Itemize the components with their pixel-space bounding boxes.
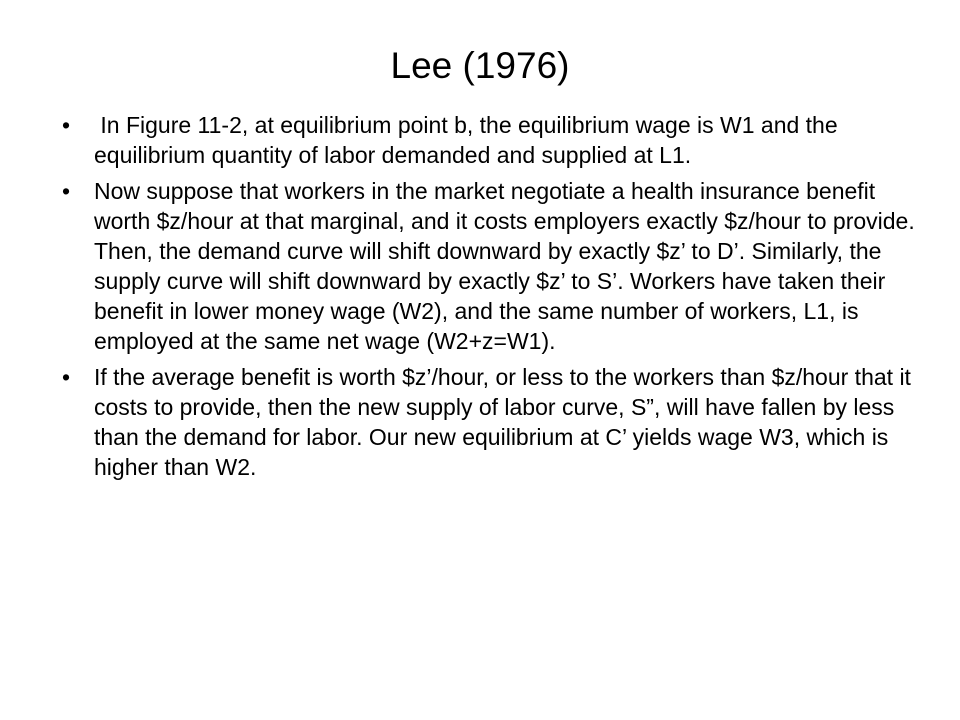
slide-title: Lee (1976) [390, 45, 570, 86]
bullet-item-2 [62, 176, 922, 356]
bullet-marker: • [62, 112, 71, 138]
bullet-marker: • [62, 178, 71, 204]
bullet-text-2: Now suppose that workers in the market negotiate a health insurance benefit worth $z/hour at that marginal, and it costs employers exactly $z/hour to provide. Then, the demand curve will shift downward by exactly $z’ to D’. Similarly, the supply curve will shift downward by exactly $z’ to S’. Workers have taken their benefit in lower money wage (W2), and the same number of workers, L1, is employed at the same net wage (W2+z=W1). [94, 178, 915, 354]
bullet-marker: • [62, 364, 71, 390]
bullet-text-3: If the average benefit is worth $z’/hour, or less to the workers than $z/hour that it costs to provide, then the new supply of labor curve, S”, will have fallen by less than the demand for labor. Our new equilibrium at C’ yields wage W3, which is higher than W2. [94, 364, 911, 480]
bullet-text-1: In Figure 11-2, at equilibrium point b, the equilibrium wage is W1 and the equilibrium quantity of labor demanded and supplied at L1. [94, 112, 845, 168]
bullet-list [62, 110, 922, 488]
bullet-item-1 [62, 110, 922, 170]
bullet-item-3 [62, 362, 922, 482]
